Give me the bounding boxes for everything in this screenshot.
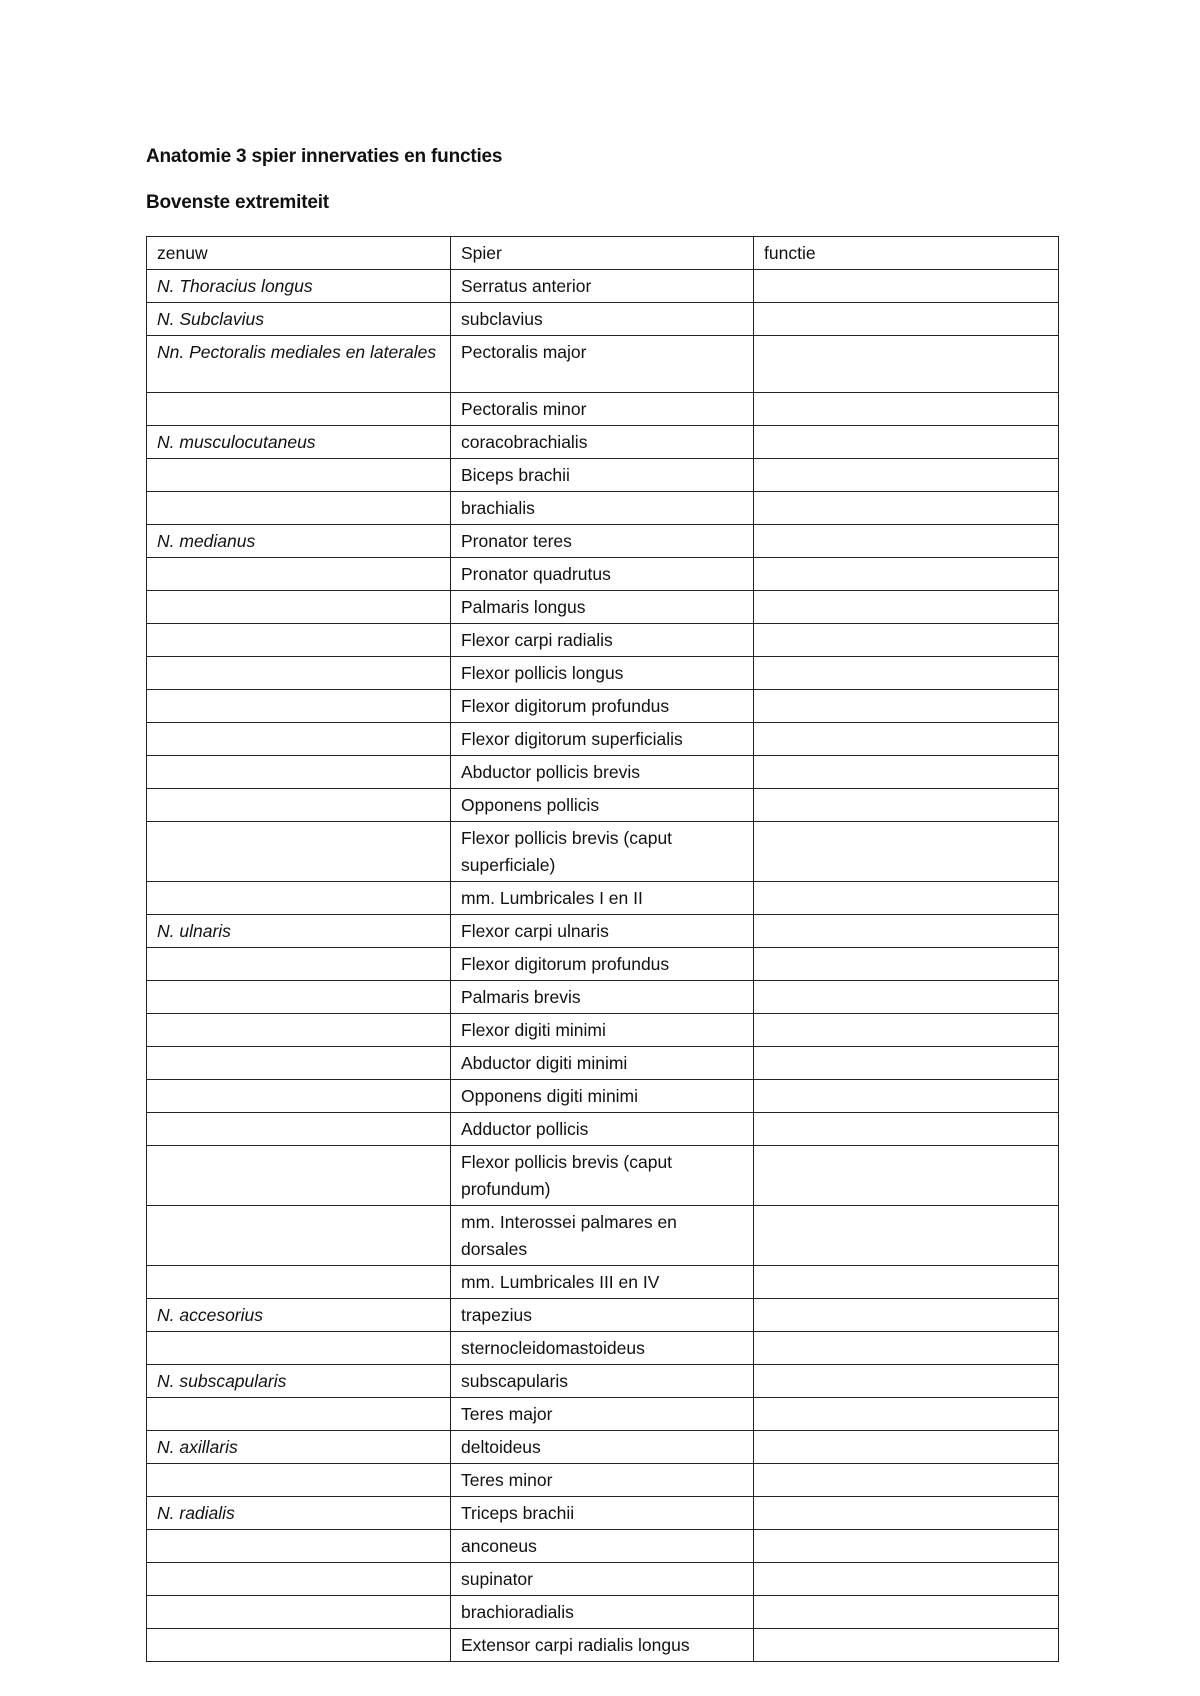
table-row bbox=[147, 1497, 1059, 1530]
muscle-cell: Flexor pollicis brevis (caput profundum) bbox=[451, 1146, 754, 1206]
nerve-cell bbox=[147, 756, 451, 789]
table-row bbox=[147, 1299, 1059, 1332]
muscle-cell: Pectoralis minor bbox=[451, 393, 754, 426]
muscle-cell: subclavius bbox=[451, 303, 754, 336]
nerve-cell bbox=[147, 690, 451, 723]
muscle-cell: anconeus bbox=[451, 1530, 754, 1563]
function-cell bbox=[754, 822, 1059, 882]
nerve-cell: N. accesorius bbox=[147, 1299, 451, 1332]
muscle-cell: Teres major bbox=[451, 1398, 754, 1431]
function-cell bbox=[754, 270, 1059, 303]
muscle-cell: Abductor pollicis brevis bbox=[451, 756, 754, 789]
table-row bbox=[147, 1113, 1059, 1146]
table-header-row bbox=[147, 237, 1059, 270]
nerve-cell bbox=[147, 558, 451, 591]
muscle-cell: Opponens pollicis bbox=[451, 789, 754, 822]
table-row bbox=[147, 723, 1059, 756]
table-row bbox=[147, 1266, 1059, 1299]
function-cell bbox=[754, 690, 1059, 723]
table-row bbox=[147, 1563, 1059, 1596]
function-cell bbox=[754, 723, 1059, 756]
muscle-cell: Flexor carpi ulnaris bbox=[451, 915, 754, 948]
nerve-cell bbox=[147, 882, 451, 915]
function-cell bbox=[754, 882, 1059, 915]
function-cell bbox=[754, 426, 1059, 459]
nerve-cell bbox=[147, 1629, 451, 1662]
table-row bbox=[147, 1206, 1059, 1266]
muscle-cell: Opponens digiti minimi bbox=[451, 1080, 754, 1113]
table-row bbox=[147, 1146, 1059, 1206]
table-row bbox=[147, 591, 1059, 624]
table-row bbox=[147, 426, 1059, 459]
nerve-cell: N. Subclavius bbox=[147, 303, 451, 336]
table-row bbox=[147, 1014, 1059, 1047]
muscle-cell: Extensor carpi radialis longus bbox=[451, 1629, 754, 1662]
table-row bbox=[147, 393, 1059, 426]
muscle-cell: Flexor digitorum profundus bbox=[451, 690, 754, 723]
muscle-cell: mm. Interossei palmares en dorsales bbox=[451, 1206, 754, 1266]
muscle-cell: Flexor digitorum superficialis bbox=[451, 723, 754, 756]
table-row bbox=[147, 558, 1059, 591]
function-cell bbox=[754, 756, 1059, 789]
header-cell-nerve: zenuw bbox=[147, 237, 451, 270]
muscle-cell: Triceps brachii bbox=[451, 1497, 754, 1530]
muscle-cell: mm. Lumbricales I en II bbox=[451, 882, 754, 915]
table-row bbox=[147, 1596, 1059, 1629]
function-cell bbox=[754, 1398, 1059, 1431]
table-row bbox=[147, 1464, 1059, 1497]
function-cell bbox=[754, 1047, 1059, 1080]
nerve-cell bbox=[147, 393, 451, 426]
nerve-cell bbox=[147, 1080, 451, 1113]
muscle-cell: coracobrachialis bbox=[451, 426, 754, 459]
function-cell bbox=[754, 1431, 1059, 1464]
function-cell bbox=[754, 1464, 1059, 1497]
muscle-cell: subscapularis bbox=[451, 1365, 754, 1398]
muscle-cell: sternocleidomastoideus bbox=[451, 1332, 754, 1365]
function-cell bbox=[754, 1299, 1059, 1332]
function-cell bbox=[754, 1365, 1059, 1398]
function-cell bbox=[754, 624, 1059, 657]
nerve-cell bbox=[147, 1266, 451, 1299]
nerve-cell bbox=[147, 1530, 451, 1563]
nerve-cell bbox=[147, 1206, 451, 1266]
function-cell bbox=[754, 948, 1059, 981]
table-row bbox=[147, 1047, 1059, 1080]
table-row bbox=[147, 1431, 1059, 1464]
nerve-cell: N. Thoracius longus bbox=[147, 270, 451, 303]
table-row bbox=[147, 492, 1059, 525]
nerve-cell bbox=[147, 1014, 451, 1047]
function-cell bbox=[754, 1266, 1059, 1299]
nerve-cell bbox=[147, 492, 451, 525]
nerve-cell bbox=[147, 1464, 451, 1497]
function-cell bbox=[754, 1146, 1059, 1206]
function-cell bbox=[754, 591, 1059, 624]
muscle-cell: Palmaris brevis bbox=[451, 981, 754, 1014]
muscle-cell: mm. Lumbricales III en IV bbox=[451, 1266, 754, 1299]
table-row bbox=[147, 459, 1059, 492]
muscle-cell: Serratus anterior bbox=[451, 270, 754, 303]
function-cell bbox=[754, 1629, 1059, 1662]
muscle-cell: Flexor pollicis brevis (caput superficiale) bbox=[451, 822, 754, 882]
table-row bbox=[147, 915, 1059, 948]
table-row bbox=[147, 756, 1059, 789]
table-row bbox=[147, 822, 1059, 882]
table-row bbox=[147, 789, 1059, 822]
function-cell bbox=[754, 789, 1059, 822]
muscle-cell: Pectoralis major bbox=[451, 336, 754, 393]
muscle-cell: Teres minor bbox=[451, 1464, 754, 1497]
table-row bbox=[147, 1080, 1059, 1113]
muscle-cell: Biceps brachii bbox=[451, 459, 754, 492]
nerve-cell bbox=[147, 1332, 451, 1365]
nerve-cell bbox=[147, 657, 451, 690]
table-row bbox=[147, 981, 1059, 1014]
nerve-cell bbox=[147, 1398, 451, 1431]
muscle-cell: supinator bbox=[451, 1563, 754, 1596]
function-cell bbox=[754, 657, 1059, 690]
muscle-cell: Flexor pollicis longus bbox=[451, 657, 754, 690]
nerve-cell bbox=[147, 789, 451, 822]
muscle-cell: Abductor digiti minimi bbox=[451, 1047, 754, 1080]
muscle-cell: Flexor carpi radialis bbox=[451, 624, 754, 657]
nerve-cell bbox=[147, 822, 451, 882]
function-cell bbox=[754, 1080, 1059, 1113]
nerve-cell: N. radialis bbox=[147, 1497, 451, 1530]
table-row bbox=[147, 1530, 1059, 1563]
header-cell-function: functie bbox=[754, 237, 1059, 270]
nerve-cell: N. musculocutaneus bbox=[147, 426, 451, 459]
table-row bbox=[147, 882, 1059, 915]
nerve-cell bbox=[147, 459, 451, 492]
function-cell bbox=[754, 525, 1059, 558]
function-cell bbox=[754, 915, 1059, 948]
muscle-cell: brachioradialis bbox=[451, 1596, 754, 1629]
table-row bbox=[147, 1332, 1059, 1365]
muscle-cell: Flexor digiti minimi bbox=[451, 1014, 754, 1047]
nerve-muscle-table bbox=[146, 236, 1059, 1662]
function-cell bbox=[754, 459, 1059, 492]
nerve-cell bbox=[147, 723, 451, 756]
table-row bbox=[147, 948, 1059, 981]
table-row bbox=[147, 336, 1059, 393]
table-row bbox=[147, 690, 1059, 723]
table-body bbox=[147, 237, 1059, 1662]
function-cell bbox=[754, 303, 1059, 336]
nerve-cell bbox=[147, 948, 451, 981]
function-cell bbox=[754, 1497, 1059, 1530]
nerve-cell bbox=[147, 624, 451, 657]
header-cell-muscle: Spier bbox=[451, 237, 754, 270]
muscle-cell: trapezius bbox=[451, 1299, 754, 1332]
table-row bbox=[147, 270, 1059, 303]
document-subtitle: Bovenste extremiteit bbox=[146, 192, 329, 213]
muscle-cell: Pronator quadrutus bbox=[451, 558, 754, 591]
function-cell bbox=[754, 1563, 1059, 1596]
muscle-cell: Adductor pollicis bbox=[451, 1113, 754, 1146]
function-cell bbox=[754, 1530, 1059, 1563]
nerve-cell: N. axillaris bbox=[147, 1431, 451, 1464]
function-cell bbox=[754, 336, 1059, 393]
table-row bbox=[147, 1398, 1059, 1431]
muscle-cell: deltoideus bbox=[451, 1431, 754, 1464]
nerve-cell bbox=[147, 1563, 451, 1596]
function-cell bbox=[754, 393, 1059, 426]
table-row bbox=[147, 657, 1059, 690]
nerve-cell bbox=[147, 591, 451, 624]
muscle-cell: Pronator teres bbox=[451, 525, 754, 558]
muscle-cell: brachialis bbox=[451, 492, 754, 525]
nerve-cell: N. medianus bbox=[147, 525, 451, 558]
function-cell bbox=[754, 1113, 1059, 1146]
nerve-cell: N. subscapularis bbox=[147, 1365, 451, 1398]
function-cell bbox=[754, 1596, 1059, 1629]
nerve-cell bbox=[147, 1047, 451, 1080]
nerve-cell: N. ulnaris bbox=[147, 915, 451, 948]
function-cell bbox=[754, 1332, 1059, 1365]
nerve-cell bbox=[147, 1146, 451, 1206]
function-cell bbox=[754, 1206, 1059, 1266]
muscle-cell: Flexor digitorum profundus bbox=[451, 948, 754, 981]
nerve-cell bbox=[147, 1596, 451, 1629]
muscle-cell: Palmaris longus bbox=[451, 591, 754, 624]
nerve-cell bbox=[147, 981, 451, 1014]
table-row bbox=[147, 1629, 1059, 1662]
function-cell bbox=[754, 558, 1059, 591]
nerve-cell: Nn. Pectoralis mediales en laterales bbox=[147, 336, 451, 393]
nerve-cell bbox=[147, 1113, 451, 1146]
table-row bbox=[147, 303, 1059, 336]
table-row bbox=[147, 624, 1059, 657]
table-row bbox=[147, 1365, 1059, 1398]
document-title: Anatomie 3 spier innervaties en functies bbox=[146, 146, 503, 167]
function-cell bbox=[754, 1014, 1059, 1047]
function-cell bbox=[754, 492, 1059, 525]
function-cell bbox=[754, 981, 1059, 1014]
table-row bbox=[147, 525, 1059, 558]
